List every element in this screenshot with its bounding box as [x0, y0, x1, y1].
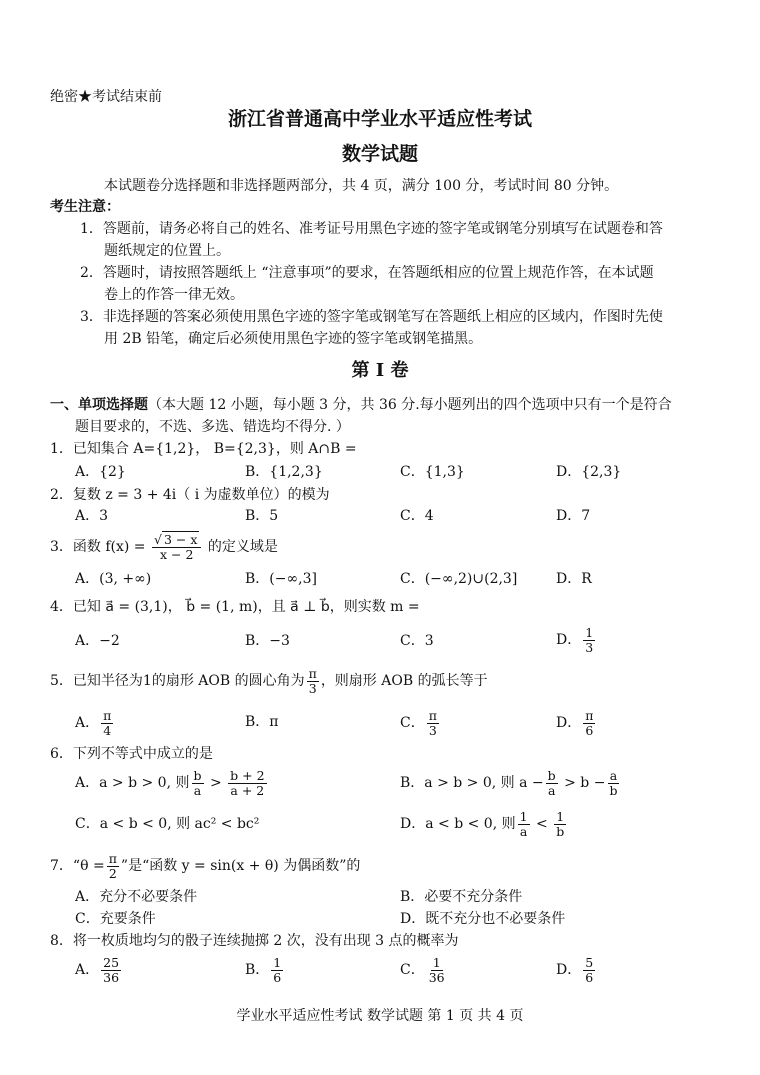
q4-option-d-label: D．: [556, 632, 582, 648]
q5-stem-post: ，则扇形 AOB 的弧长等于: [320, 673, 488, 689]
page-footer: 学业水平适应性考试 数学试题 第 1 页 共 4 页: [236, 1008, 524, 1024]
q6-option-c: C．a < b < 0, 则 ac² < bc²: [75, 816, 260, 832]
q2-option-b: B．5: [245, 508, 279, 524]
volume-heading: 第 I 卷: [351, 360, 409, 381]
q3-stem-post: 的定义域是: [203, 539, 278, 555]
q7-option-a: A．充分不必要条件: [75, 889, 198, 905]
q4-option-d-fraction: $\frac{1}{3}$: [585, 624, 594, 655]
q3-stem: [50, 530, 278, 564]
q7-stem: 7．“θ = $\frac{\pi}{2}$ ”是“函数 y = sin(x + θ) 为偶函数”的: [50, 850, 361, 881]
q2-stem: 2．复数 z = 3 + 4i（ i 为虚数单位）的模为: [50, 487, 330, 503]
note-3-cont: 用 2B 铅笔，确定后必须使用黑色字迹的签字笔或钢笔描黑。: [104, 331, 483, 347]
note-2-cont: 卷上的作答一律无效。: [104, 287, 244, 303]
exam-title: 浙江省普通高中学业水平适应性考试: [227, 108, 532, 130]
q7-option-c: C．充要条件: [75, 911, 156, 927]
q7-fraction: $\frac{\pi}{2}$: [108, 850, 117, 881]
intro-text: 本试题卷分选择题和非选择题两部分，共 4 页，满分 100 分，考试时间 80 分钟。: [104, 178, 619, 194]
q3-fraction: $\frac{√ 3 - x}{x - 2}$: [152, 533, 201, 562]
q3-option-b: B．(−∞,3]: [245, 571, 317, 587]
q2-option-d: D．7: [556, 508, 591, 524]
section-heading-bold: 一、单项选择题: [50, 397, 148, 413]
q6-option-a: A．a > b > 0, 则 $\frac{b}{a}$ > $\frac{b + 2}{a + 2}$: [75, 767, 265, 798]
confidential-mark: 绝密★考试结束前: [50, 89, 162, 105]
q6-option-b: B．a > b > 0, 则 a − $\frac{b}{a}$ > b − $\frac{a}{b}$: [400, 767, 618, 798]
q5-stem-pre: 5．已知半径为1的扇形 AOB 的圆心角为: [50, 673, 305, 689]
q5-option-a: A． $\frac{\pi}{4}$: [75, 707, 112, 738]
q2-option-c: C．4: [400, 508, 434, 524]
note-3: 3．非选择题的答案必须使用黑色字迹的签字笔或钢笔写在答题纸上相应的区域内，作图时先使: [80, 309, 663, 325]
note-2: 2．答题时，请按照答题纸上 “注意事项”的要求，在答题纸相应的位置上规范作答，在本试题: [80, 265, 654, 281]
q4-option-b: B．−3: [245, 633, 290, 649]
note-1: 1．答题前，请务必将自己的姓名、准考证号用黑色字迹的签字笔或钢笔分别填写在试题卷和答: [80, 221, 663, 237]
q3-numerator: 3 − x: [163, 531, 198, 547]
section-heading: [50, 396, 672, 414]
q6-stem: 6．下列不等式中成立的是: [50, 746, 213, 762]
q8-option-c: C． $\frac{1}{36}$: [400, 954, 445, 985]
q3-denominator: x − 2: [159, 546, 194, 562]
q3-option-c: C．(−∞,2)∪(2,3]: [400, 571, 518, 587]
q4-option-c: C．3: [400, 633, 434, 649]
notes-heading: 考生注意：: [50, 199, 120, 215]
q8-option-d: D． $\frac{5}{6}$: [556, 954, 594, 985]
q1-option-b: B．{1,2,3}: [245, 464, 323, 480]
section-heading-rest: （本大题 12 小题，每小题 3 分，共 36 分.每小题列出的四个选项中只有一个是符合: [148, 397, 672, 413]
q3-option-a: A．(3, +∞): [75, 571, 152, 587]
q1-option-d: D．{2,3}: [556, 464, 622, 480]
q8-option-b: B． $\frac{1}{6}$: [245, 954, 282, 985]
section-heading-line2: 题目要求的，不选、多选、错选均不得分. ）: [75, 419, 350, 435]
q1-option-c: C．{1,3}: [400, 464, 465, 480]
q4-stem: 4．已知 a⃗ = (3,1)， b⃗ = (1, m)，且 a⃗ ⊥ b⃗，则实数 m =: [50, 599, 420, 615]
q8-option-a: A． $\frac{25}{36}$: [75, 954, 120, 985]
q5-stem: [50, 664, 488, 698]
q5-option-b: B．π: [245, 714, 279, 730]
q3-stem-pre: 3．函数 f(x) =: [50, 539, 146, 555]
q3-option-d: D．R: [556, 571, 592, 587]
q2-option-a: A．3: [75, 508, 109, 524]
note-1-cont: 题纸规定的位置上。: [104, 243, 230, 259]
q1-option-a: A．{2}: [75, 464, 126, 480]
q6-option-d: D．a < b < 0, 则 $\frac{1}{a}$ < $\frac{1}{b}$: [400, 808, 565, 839]
q5-option-d: D． $\frac{\pi}{6}$: [556, 707, 594, 738]
q4-option-d: [556, 623, 597, 657]
q5-option-c: C． $\frac{\pi}{3}$: [400, 707, 437, 738]
exam-subtitle: 数学试题: [341, 143, 418, 165]
q5-fraction: $\frac{\pi}{3}$: [308, 665, 317, 696]
q8-stem: 8．将一枚质地均匀的骰子连续抛掷 2 次，没有出现 3 点的概率为: [50, 933, 459, 949]
q7-option-b: B．必要不充分条件: [400, 889, 523, 905]
q4-option-a: A．−2: [75, 633, 120, 649]
q7-option-d: D．既不充分也不必要条件: [400, 911, 566, 927]
q1-stem: 1．已知集合 A={1,2}， B={2,3}，则 A∩B =: [50, 441, 357, 457]
